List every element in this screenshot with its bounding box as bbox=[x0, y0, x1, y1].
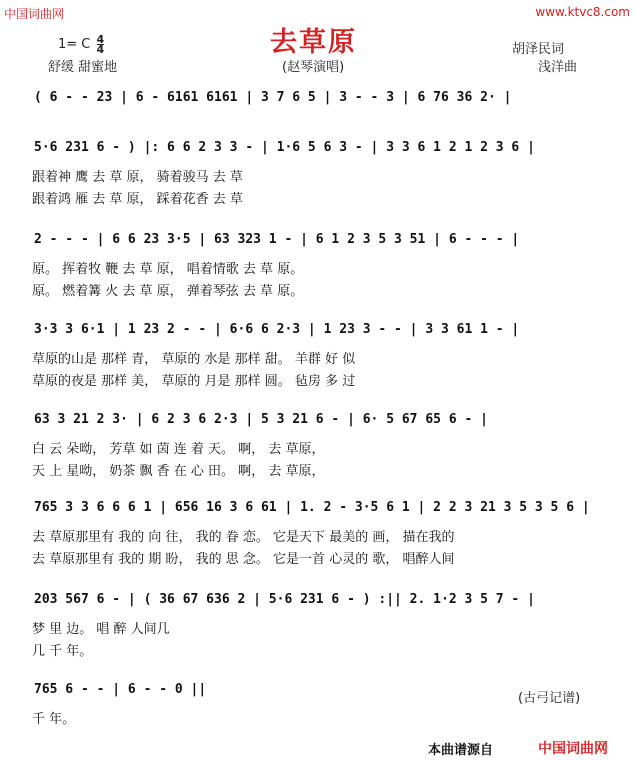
score-system-8-notes: 765 6 - - | 6 - - 0 || bbox=[34, 682, 207, 697]
score-system-4-lyric-line: 草原的山是 那样 青， 草原的 水是 那样 甜。 羊群 好 似 bbox=[32, 352, 356, 367]
score-system-2-notes: 5·6 231 6 - ) |: 6 6 2 3 3 - | 1·6 5 6 3 - | 3 3 6 1 2 1 2 3 6 | bbox=[34, 140, 535, 155]
score-system-4-notes: 3·3 3 6·1 | 1 23 2 - - | 6·6 6 2·3 | 1 23 3 - - | 3 3 61 1 - | bbox=[34, 322, 520, 337]
source-site[interactable]: 中国词曲网 bbox=[538, 741, 608, 757]
time-signature: $\frac{4}{4}$ bbox=[96, 33, 105, 56]
lyricist: 胡泽民词 bbox=[512, 42, 565, 57]
score-system-5-lyric-line: 天 上 星呦， 奶茶 飘 香 在 心 田。 啊， 去 草原， bbox=[32, 464, 325, 479]
score-system-2-lyric-line: 跟着神 鹰 去 草 原， 骑着骏马 去 草 bbox=[32, 170, 243, 185]
notation-credit: (古弓记谱) bbox=[518, 691, 581, 706]
score-system-3-notes: 2 - - - | 6 6 23 3·5 | 63 323 1 - | 6 1 2 3 5 3 51 | 6 - - - | bbox=[34, 232, 520, 247]
score-system-1-notes: ( 6 - - 23 | 6 - 6161 6161 | 3 7 6 5 | 3 - - 3 | 6 76 36 2· | bbox=[34, 90, 512, 105]
score-system-7-notes: 203 567 6 - | ( 36 67 636 2 | 5·6 231 6 - ) :|| 2. 1·2 3 5 7 - | bbox=[34, 592, 535, 607]
score-system-5-notes: 63 3 21 2 3· | 6 2 3 6 2·3 | 5 3 21 6 - | 6· 5 67 65 6 - | bbox=[34, 412, 488, 427]
score-system-3-lyric-line: 原。 燃着篝 火 去 草 原， 弹着琴弦 去 草 原。 bbox=[32, 284, 304, 299]
source-label: 本曲谱源自 bbox=[428, 743, 494, 758]
site-name-left: 中国词曲网 bbox=[4, 7, 65, 21]
score-system-5-lyric-line: 白 云 朵呦， 芳草 如 茵 连 着 天。 啊， 去 草原， bbox=[32, 442, 325, 457]
score-system-8-lyric-line: 千 年。 bbox=[32, 712, 76, 727]
score-system-4-lyric-line: 草原的夜是 那样 美， 草原的 月是 那样 圆。 毡房 多 过 bbox=[32, 374, 356, 389]
score-system-6-lyric-line: 去 草原那里有 我的 期 盼， 我的 思 念。 它是一首 心灵的 歌， 唱醉人间 bbox=[32, 552, 455, 567]
score-system-6-lyric-line: 去 草原那里有 我的 向 往， 我的 眷 恋。 它是天下 最美的 画， 描在我的 bbox=[32, 530, 455, 545]
score-system-6-notes: 765 3 3 6 6 6 1 | 656 16 3 6 61 | 1. 2 - 3·5 6 1 | 2 2 3 21 3 5 3 5 6 | bbox=[34, 500, 590, 515]
score-system-3-lyric-line: 原。 挥着牧 鞭 去 草 原， 唱着情歌 去 草 原。 bbox=[32, 262, 304, 277]
site-url-right[interactable]: www.ktvc8.com bbox=[535, 5, 630, 19]
score-system-7-lyric-line: 梦 里 边。 唱 醉 人间几 bbox=[32, 622, 170, 637]
score-system-7-lyric-line: 几 千 年。 bbox=[32, 644, 93, 659]
performer: (赵琴演唱) bbox=[282, 60, 345, 75]
song-title: 去草原 bbox=[270, 27, 357, 58]
composer: 浅洋曲 bbox=[538, 60, 578, 75]
key-signature: 1= C $\frac{4}{4}$ bbox=[58, 33, 105, 56]
score-system-2-lyric-line: 跟着鸿 雁 去 草 原， 踩着花香 去 草 bbox=[32, 192, 243, 207]
tempo-marking: 舒缓 甜蜜地 bbox=[48, 60, 118, 75]
